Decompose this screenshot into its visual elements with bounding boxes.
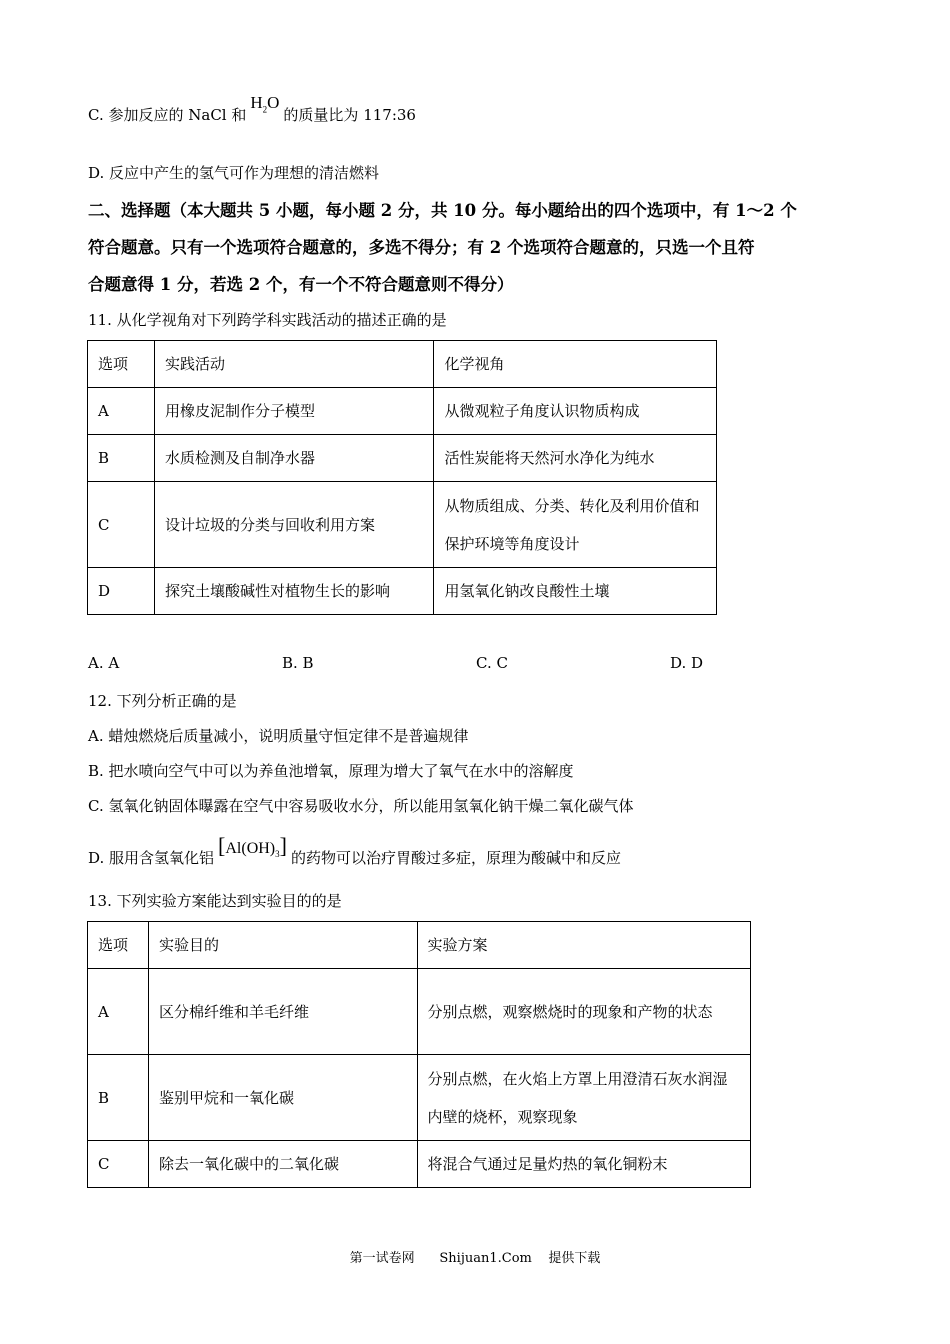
- table-cell: B: [88, 435, 155, 482]
- q11-option-a: A. A: [88, 654, 120, 672]
- table-cell: 从物质组成、分类、转化及利用价值和保护环境等角度设计: [434, 482, 717, 568]
- table-cell: 设计垃圾的分类与回收利用方案: [154, 482, 434, 568]
- q12-option-a: A. 蜡烛燃烧后质量减小，说明质量守恒定律不是普遍规律: [88, 727, 469, 745]
- q11-table: [87, 340, 717, 615]
- q11-header-option: 选项: [88, 341, 155, 388]
- table-cell: 分别点燃，观察燃烧时的现象和产物的状态: [417, 969, 750, 1055]
- table-cell: 将混合气通过足量灼热的氧化铜粉末: [417, 1141, 750, 1188]
- table-cell: 水质检测及自制净水器: [154, 435, 434, 482]
- q11-stem: 11. 从化学视角对下列跨学科实践活动的描述正确的是: [88, 311, 447, 329]
- q12-stem: 12. 下列分析正确的是: [88, 692, 237, 710]
- q10-option-d: D. 反应中产生的氢气可作为理想的清洁燃料: [88, 164, 380, 182]
- table-cell: 鉴别甲烷和一氧化碳: [148, 1055, 417, 1141]
- q11-header-activity: 实践活动: [154, 341, 434, 388]
- table-cell: 活性炭能将天然河水净化为纯水: [434, 435, 717, 482]
- q11-option-b: B. B: [282, 654, 314, 672]
- q13-header-purpose: 实验目的: [148, 922, 417, 969]
- q11-option-d: D. D: [670, 654, 704, 672]
- table-cell: B: [88, 1055, 149, 1141]
- q12-option-d-text: D. 服用含氢氧化铝: [88, 849, 215, 867]
- q11-options: [88, 654, 788, 674]
- h2o-formula: $H_2O$: [250, 93, 280, 115]
- aloh3-formula: $[Al(OH)_3]$: [218, 833, 287, 860]
- table-row: [88, 1141, 751, 1188]
- table-row: [88, 435, 717, 482]
- table-cell: 从微观粒子角度认识物质构成: [434, 388, 717, 435]
- q12-option-d-rest: 的药物可以治疗胃酸过多症，原理为酸碱中和反应: [290, 849, 621, 867]
- q10-option-c: [88, 93, 416, 126]
- table-cell: A: [88, 388, 155, 435]
- table-cell: D: [88, 568, 155, 615]
- q13-table-header: [88, 922, 751, 969]
- table-row: [88, 1055, 751, 1141]
- table-cell: 除去一氧化碳中的二氧化碳: [148, 1141, 417, 1188]
- q11-option-c: C. C: [476, 654, 508, 672]
- q12-option-c: C. 氢氧化钠固体曝露在空气中容易吸收水分，所以能用氢氧化钠干燥二氧化碳气体: [88, 797, 634, 815]
- table-cell: A: [88, 969, 149, 1055]
- q13-table: [87, 921, 751, 1188]
- table-cell: C: [88, 482, 155, 568]
- table-cell: 区分棉纤维和羊毛纤维: [148, 969, 417, 1055]
- q13-header-option: 选项: [88, 922, 149, 969]
- section2-heading-line1: 二、选择题（本大题共 5 小题，每小题 2 分，共 10 分。每小题给出的四个选项中，有 1～2 个: [88, 201, 797, 220]
- page-footer: 第一试卷网 Shijuan1.Com 提供下载: [349, 1251, 601, 1266]
- q10-option-c-ratio: 的质量比为 117:36: [283, 106, 416, 124]
- table-row: [88, 482, 717, 568]
- table-cell: 用橡皮泥制作分子模型: [154, 388, 434, 435]
- table-cell: 分别点燃，在火焰上方罩上用澄清石灰水润湿内壁的烧杯，观察现象: [417, 1055, 750, 1141]
- table-row: [88, 568, 717, 615]
- q13-header-plan: 实验方案: [417, 922, 750, 969]
- section2-heading-line3: 合题意得 1 分，若选 2 个，有一个不符合题意则不得分）: [88, 275, 514, 294]
- table-row: [88, 969, 751, 1055]
- q12-option-d: [88, 833, 621, 869]
- table-cell: 用氢氧化钠改良酸性土壤: [434, 568, 717, 615]
- table-cell: 探究土壤酸碱性对植物生长的影响: [154, 568, 434, 615]
- table-cell: C: [88, 1141, 149, 1188]
- q11-header-perspective: 化学视角: [434, 341, 717, 388]
- q11-table-header: [88, 341, 717, 388]
- section2-heading-line2: 符合题意。只有一个选项符合题意的，多选不得分；有 2 个选项符合题意的，只选一个且符: [88, 238, 755, 257]
- table-row: [88, 388, 717, 435]
- q10-option-c-text: C. 参加反应的 NaCl 和: [88, 106, 247, 124]
- q12-option-b: B. 把水喷向空气中可以为养鱼池增氧，原理为增大了氧气在水中的溶解度: [88, 762, 574, 780]
- q13-stem: 13. 下列实验方案能达到实验目的的是: [88, 892, 342, 910]
